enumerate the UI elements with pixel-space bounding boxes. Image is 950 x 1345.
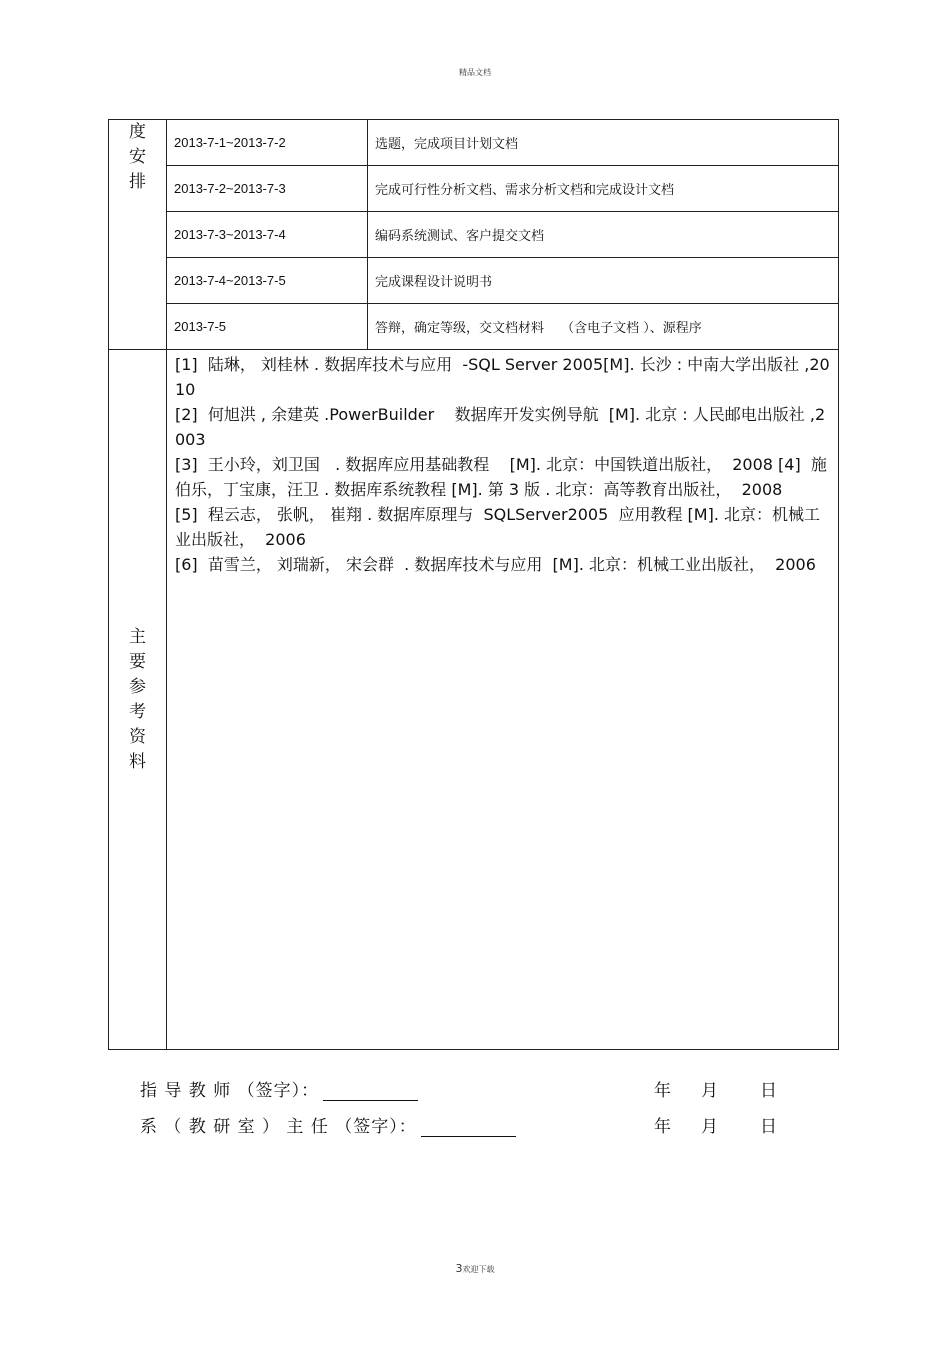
schedule-reference-table — [108, 119, 839, 1050]
schedule-label — [109, 120, 167, 350]
director-signature-label: 系 （ 教 研 室 ） 主 任 （签字）： — [140, 1117, 417, 1137]
schedule-label-char: 排 — [129, 172, 146, 192]
references-label-char: 考 — [129, 701, 146, 722]
director-signature-line[interactable] — [421, 1120, 516, 1137]
director-year: 年 — [654, 1117, 671, 1137]
page-number: 3 — [455, 1262, 463, 1275]
schedule-row — [109, 304, 839, 350]
references-row — [109, 350, 839, 1050]
schedule-row — [109, 212, 839, 258]
reference-item: [6] 苗雪兰， 刘瑞新， 宋会群 . 数据库技术与应用 [M]. 北京：机械工业出版社， 2006 — [175, 555, 816, 574]
references-label-char: 主 — [129, 626, 146, 647]
references-list — [167, 350, 839, 1050]
references-label-char: 参 — [129, 676, 146, 697]
schedule-label-char: 安 — [129, 147, 146, 167]
reference-item: [1] 陆琳， 刘桂林 . 数据库技术与应用 -SQL Server 2005[M]. 长沙 : 中南大学出版社 ,2010 — [175, 355, 830, 399]
schedule-date: 2013-7-4~2013-7-5 — [167, 258, 368, 304]
advisor-signature — [140, 1076, 418, 1101]
schedule-date: 2013-7-3~2013-7-4 — [167, 212, 368, 258]
schedule-row — [109, 120, 839, 166]
advisor-day: 日 — [760, 1081, 777, 1101]
references-label-char: 资 — [129, 726, 146, 747]
reference-item: [5] 程云志， 张帆， 崔翔 . 数据库原理与 SQLServer2005 应用教程 [M]. 北京：机械工业出版社， 2006 — [175, 505, 821, 549]
references-label-char: 要 — [129, 651, 146, 672]
schedule-task: 完成可行性分析文档、需求分析文档和完成设计文档 — [368, 166, 839, 212]
schedule-label-char: 度 — [129, 122, 146, 142]
references-label — [109, 350, 167, 1050]
schedule-row — [109, 166, 839, 212]
schedule-date: 2013-7-1~2013-7-2 — [167, 120, 368, 166]
schedule-date: 2013-7-5 — [167, 304, 368, 350]
footer-text: 欢迎下载 — [462, 1265, 495, 1274]
advisor-signature-label: 指 导 教 师 （签字）： — [140, 1081, 320, 1101]
advisor-month: 月 — [701, 1081, 718, 1101]
reference-item: [3] 王小玲，刘卫国 . 数据库应用基础教程 [M]. 北京：中国铁道出版社， 2008 [4] 施伯乐，丁宝康，汪卫 . 数据库系统教程 [M]. 第 3 版 . 北京：高等教育出版社， 2008 — [175, 455, 827, 499]
advisor-year: 年 — [654, 1081, 671, 1101]
header-note: 精品文档 — [459, 68, 491, 77]
schedule-row — [109, 258, 839, 304]
schedule-date: 2013-7-2~2013-7-3 — [167, 166, 368, 212]
schedule-task: 答辩，确定等级，交文档材料 （含电子文档 ）、源程序 — [368, 304, 839, 350]
schedule-task: 完成课程设计说明书 — [368, 258, 839, 304]
footer-note — [0, 1262, 950, 1275]
references-label-char: 料 — [129, 751, 146, 772]
director-signature — [140, 1112, 516, 1137]
schedule-task: 选题，完成项目计划文档 — [368, 120, 839, 166]
director-day: 日 — [760, 1117, 777, 1137]
reference-item: [2] 何旭洪 , 余建英 .PowerBuilder 数据库开发实例导航 [M]. 北京 : 人民邮电出版社 ,2003 — [175, 405, 826, 449]
advisor-signature-line[interactable] — [323, 1084, 418, 1101]
director-month: 月 — [701, 1117, 718, 1137]
schedule-task: 编码系统测试、客户提交文档 — [368, 212, 839, 258]
